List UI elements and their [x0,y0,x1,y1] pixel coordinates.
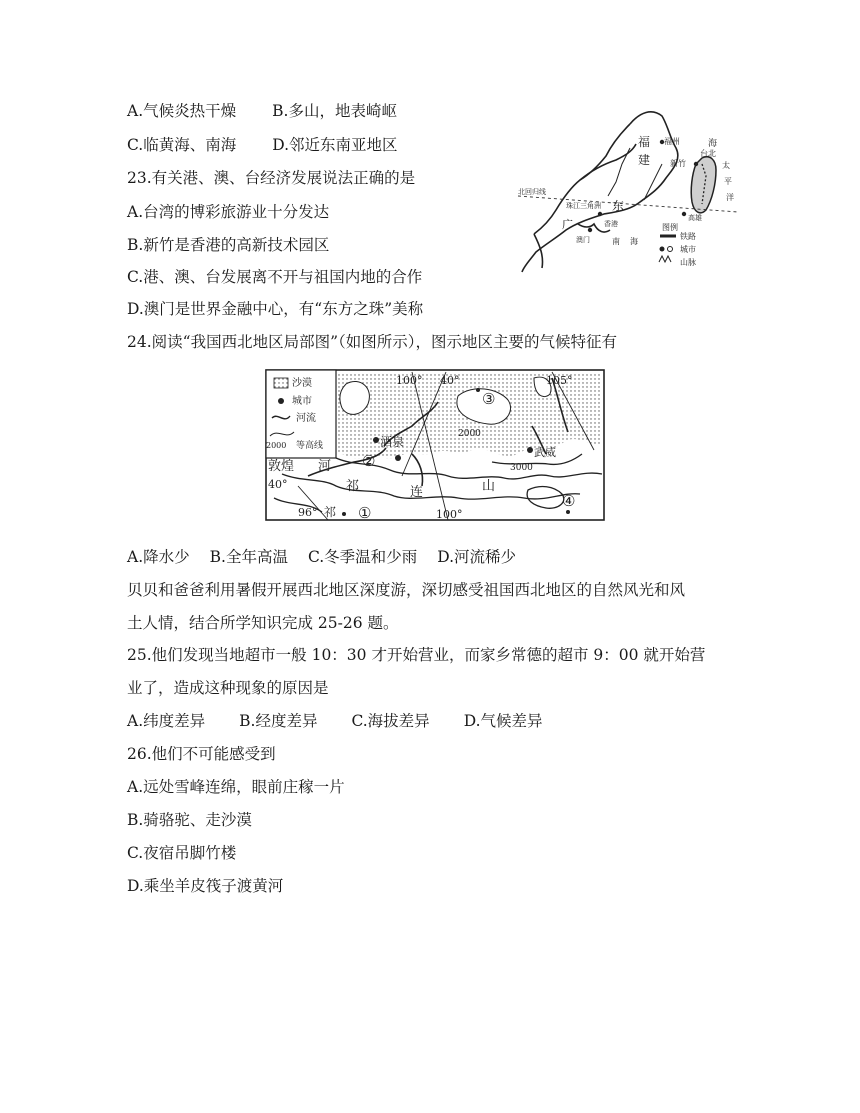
map2-legend-contour: 等高线 [296,441,324,451]
map1-label: 图例 [662,223,678,232]
q26-option-a: A.远处雪峰连绵，眼前庄稼一片 [127,778,345,796]
map2-label: 河 [318,459,332,474]
map1-label: 高雄 [688,214,702,222]
q24-options-row [127,547,516,567]
q26-stem: 26.他们不可能感受到 [127,745,276,763]
map2-label: 酒泉 [380,435,405,449]
map2-label: 100° [396,374,423,387]
q22-option-a: A.气候炎热干燥 [127,102,237,120]
q24-stem: 24.阅读“我国西北地区局部图”（如图所示），图示地区主要的气候特征有 [127,333,618,351]
q24-option-b: B.全年高温 [209,548,288,566]
q23-option-b: B.新竹是香港的高新技术园区 [127,236,330,254]
q24-option-d: D.河流稀少 [437,548,517,566]
map1-label: 新竹 [670,159,686,168]
map2-label: 105° [546,374,573,387]
map2-label: 祁 [346,479,360,494]
q26-option-b: B.骑骆驼、走沙漠 [127,811,252,829]
map1-label: 建 [638,153,651,167]
q22-options-row1 [127,101,397,121]
northwest-china-map [262,366,608,524]
q25-option-a: A.纬度差异 [127,712,206,730]
map2-label: 100° [436,508,463,521]
q22-options-row2 [127,135,398,155]
q22-option-d: D.邻近东南亚地区 [272,136,398,154]
intro-line1: 贝贝和爸爸利用暑假开展西北地区深度游，深切感受祖国西北地区的自然风光和风 [127,581,686,599]
map2-label: 40° [440,374,460,387]
map2-label: 连 [410,485,424,500]
map1-label: 台北 [700,149,716,158]
city-dot-icon [278,398,284,404]
map1-label: 铁路 [680,232,696,241]
map1-label: 太 [722,161,730,170]
map2-label: 敦煌 [268,459,295,474]
q25-options-row [127,711,543,731]
q25-option-b: B.经度差异 [239,712,318,730]
q23-stem: 23.有关港、澳、台经济发展说法正确的是 [127,169,416,187]
q24-option-c: C.冬季温和少雨 [307,548,418,566]
map1-label: 福州 [664,137,680,146]
map1-label: 洋 [726,193,734,202]
map2-legend-city: 城市 [292,396,312,407]
map1-label: 澳门 [576,236,590,244]
map1-label: 南 [612,237,620,246]
q23-option-a: A.台湾的博彩旅游业十分发达 [127,203,330,221]
map1-label: 东 [612,199,625,213]
q25-stem-line1: 25.他们发现当地超市一般 10：30 才开始营业，而家乡常德的超市 9：00 就开始营 [127,646,706,664]
intro-line2: 土人情，结合所学知识完成 25-26 题。 [127,614,399,632]
map1-label: 福 [638,135,651,149]
map2-legend-river: 河流 [296,413,316,424]
map2-label: 2000 [458,429,481,439]
map1-label: 珠江三角洲 [566,202,601,210]
map1-label: 平 [724,177,732,186]
q22-option-c: C.临黄海、南海 [127,136,237,154]
map1-label: 广 [562,218,573,231]
map2-label: 96° [298,506,318,519]
q25-stem-line2: 业了，造成这种现象的原因是 [127,679,329,697]
map2-legend-contour-value: 2000 [266,441,287,450]
q23-option-c: C.港、澳、台发展离不开与祖国内地的合作 [127,268,423,286]
q24-option-a: A.降水少 [127,548,190,566]
map1-label: 山脉 [680,258,696,267]
map2-label: ④ [562,492,576,510]
map1-label: 海 [630,237,638,246]
map2-label: ③ [482,390,496,408]
q26-option-c: C.夜宿吊脚竹楼 [127,844,237,862]
q25-option-c: C.海拔差异 [351,712,430,730]
map2-label: 祁 [324,505,337,519]
map1-label: 北回归线 [518,188,546,196]
q23-option-d: D.澳门是世界金融中心，有“东方之珠”美称 [127,300,424,318]
map1-label: 城市 [680,245,696,254]
q25-option-d: D.气候差异 [463,712,543,730]
map2-label: ① [358,504,372,522]
map2-label: 40° [268,478,288,491]
map2-label: ② [362,452,376,470]
map2-legend-desert: 沙漠 [292,378,312,389]
hk-macao-taiwan-map [512,104,742,276]
map1-label: 海 [708,139,718,149]
map1-label: 香港 [604,220,618,228]
map2-label: 3000 [510,463,533,473]
map2-label: 武威 [534,446,556,459]
q26-option-d: D.乘坐羊皮筏子渡黄河 [127,877,284,895]
map2-label: 山 [482,479,496,494]
q22-option-b: B.多山，地表崎岖 [272,102,397,120]
